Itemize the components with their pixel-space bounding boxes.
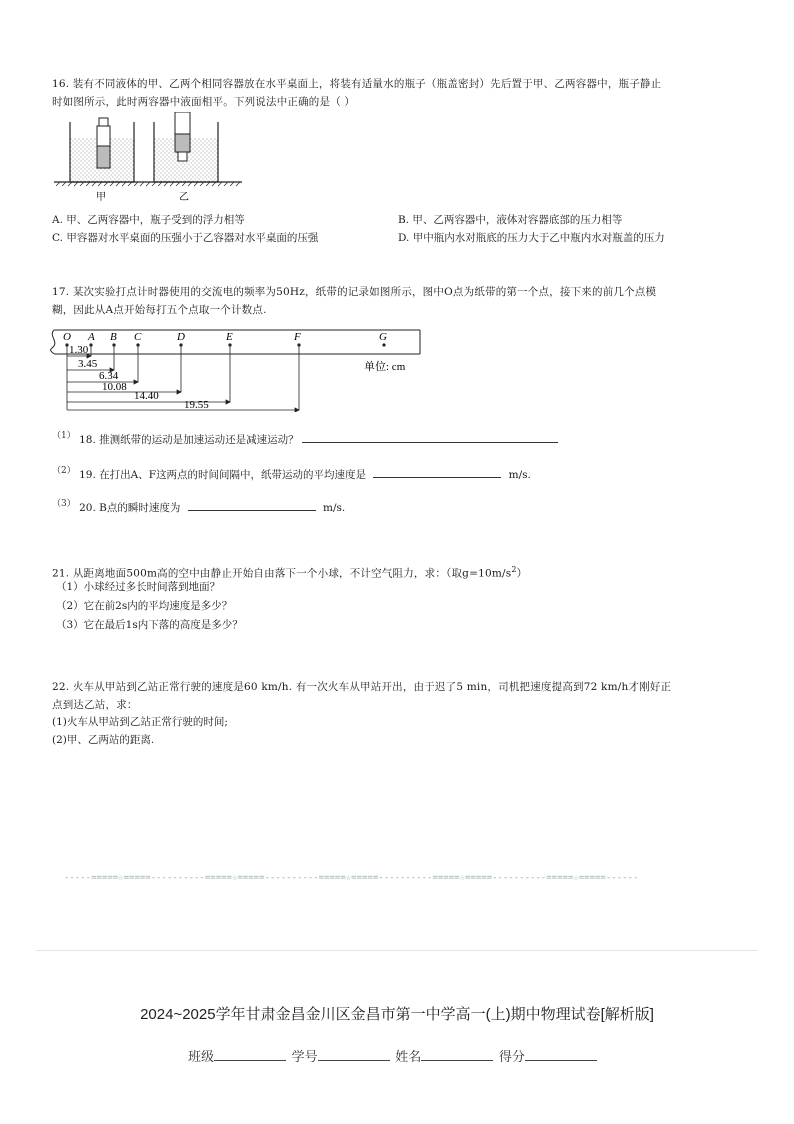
q21-part-2: （2）它在前2s内的平均速度是多少？ [56,600,233,612]
q17-stem-line2: 糊，因此从A点开始每打五个点取一个计数点. [52,304,267,316]
sub-question-18 [52,430,558,451]
q21-superscript: 2 [511,565,517,574]
class-input[interactable] [214,1047,286,1061]
name-input[interactable] [421,1047,493,1061]
q21-part-3: （3）它在最后1s内下落的高度是多少？ [56,619,243,631]
q16-option-c[interactable]: C. 甲容器对水平桌面的压强小于乙容器对水平桌面的压强 [52,232,319,244]
distance-label: 14.40 [134,390,159,402]
distance-label: 19.55 [184,399,209,411]
bottle-yi-cap [178,152,187,161]
score-input[interactable] [525,1047,597,1061]
field-label-score: 得分 [498,1049,525,1064]
q16-option-b[interactable]: B. 甲、乙两容器中，液体对容器底部的压力相等 [398,214,623,226]
q21-stem-text: 21. 从距离地面500m高的空中由静止开始自由落下一个小球，不计空气阻力，求：（取g=10m/s [52,567,512,580]
page-separator [36,950,758,951]
q22-part-1: (1)火车从甲站到乙站正常行驶的时间; [52,716,228,728]
label-yi: 乙 [179,192,189,203]
bottle-yi-water [175,134,190,152]
field-label-student-id: 学号 [291,1049,318,1064]
unit-label: 单位: cm [364,361,406,373]
distance-label: 6.34 [99,370,119,382]
point-label: E [226,331,233,343]
point-label: C [134,331,142,343]
bottle-jia-cap [99,118,108,126]
section-divider: -----=====☆=====----------=====☆=====----------=====☆=====----------=====☆=====----------=====☆=====------ [64,873,639,883]
unit-text: m/s. [323,502,346,514]
unit-text: m/s. [508,469,531,481]
point-label: A [88,331,95,343]
q16-option-a[interactable]: A. 甲、乙两容器中，瓶子受到的浮力相等 [52,214,245,226]
distance-label: 10.08 [102,381,127,393]
student-id-input[interactable] [318,1047,390,1061]
point-label: B [110,331,117,343]
q16-option-d[interactable]: D. 甲中瓶内水对瓶底的压力大于乙中瓶内水对瓶盖的压力 [398,232,665,244]
sub-question-number: （3） [52,499,76,509]
sub-question-19 [52,465,531,486]
q22-part-2: (2)甲、乙两站的距离. [52,734,155,746]
sub-question-text: 18. 推测纸带的运动是加速运动还是减速运动？ [79,434,299,446]
student-info-row [188,1046,599,1065]
q22-stem-line1: 22. 火车从甲站到乙站正常行驶的速度是60 km/h. 有一次火车从甲站开出，由于迟了5 min，司机把速度提高到72 km/h才刚好正 [52,681,672,693]
sub-question-text: 19. 在打出A、F这两点的时间间隔中，纸带运动的平均速度是 [79,469,366,481]
q21-stem-close: ） [516,567,528,580]
q16-figure [52,112,252,207]
sub-question-number: （2） [52,466,76,476]
tape-point-g [382,343,385,346]
q16-stem-line1: 16. 装有不同液体的甲、乙两个相同容器放在水平桌面上，将装有适量水的瓶子（瓶盖密封）先后置于甲、乙两容器中，瓶子静止 [52,78,662,90]
q16-stem-line2: 时如图所示，此时两容器中液面相平。下列说法中正确的是（ ） [52,96,356,108]
sub-question-text: 20. B点的瞬时速度为 [79,502,181,514]
q22-stem-line2: 点到达乙站，求： [52,699,138,711]
exam-title: 2024~2025学年甘肃金昌金川区金昌市第一中学高一(上)期中物理试卷[解析版] [140,1006,654,1023]
sub-question-20 [52,498,345,519]
distance-label: 1.30 [69,344,89,356]
label-jia: 甲 [96,192,106,203]
q17-tape-figure [44,326,424,412]
sub-question-number: （1） [52,431,76,441]
ground-hatch [56,182,240,186]
answer-blank-19[interactable] [373,465,501,478]
field-label-class: 班级 [188,1049,215,1064]
tape-left-edge [51,330,55,354]
point-label: G [379,331,387,343]
answer-blank-20[interactable] [188,498,316,511]
answer-blank-18[interactable] [302,430,558,443]
point-label: D [177,331,185,343]
q21-part-1: （1）小球经过多长时间落到地面？ [56,581,221,593]
field-label-name: 姓名 [395,1049,422,1064]
q17-stem-line1: 17. 某次实验打点计时器使用的交流电的频率为50Hz，纸带的记录如图所示，图中O点为纸带的第一个点，接下来的前几个点模 [52,286,657,298]
point-label: F [294,331,301,343]
point-label: O [63,331,71,343]
distance-label: 3.45 [78,358,98,370]
bottle-jia-water [97,146,110,168]
